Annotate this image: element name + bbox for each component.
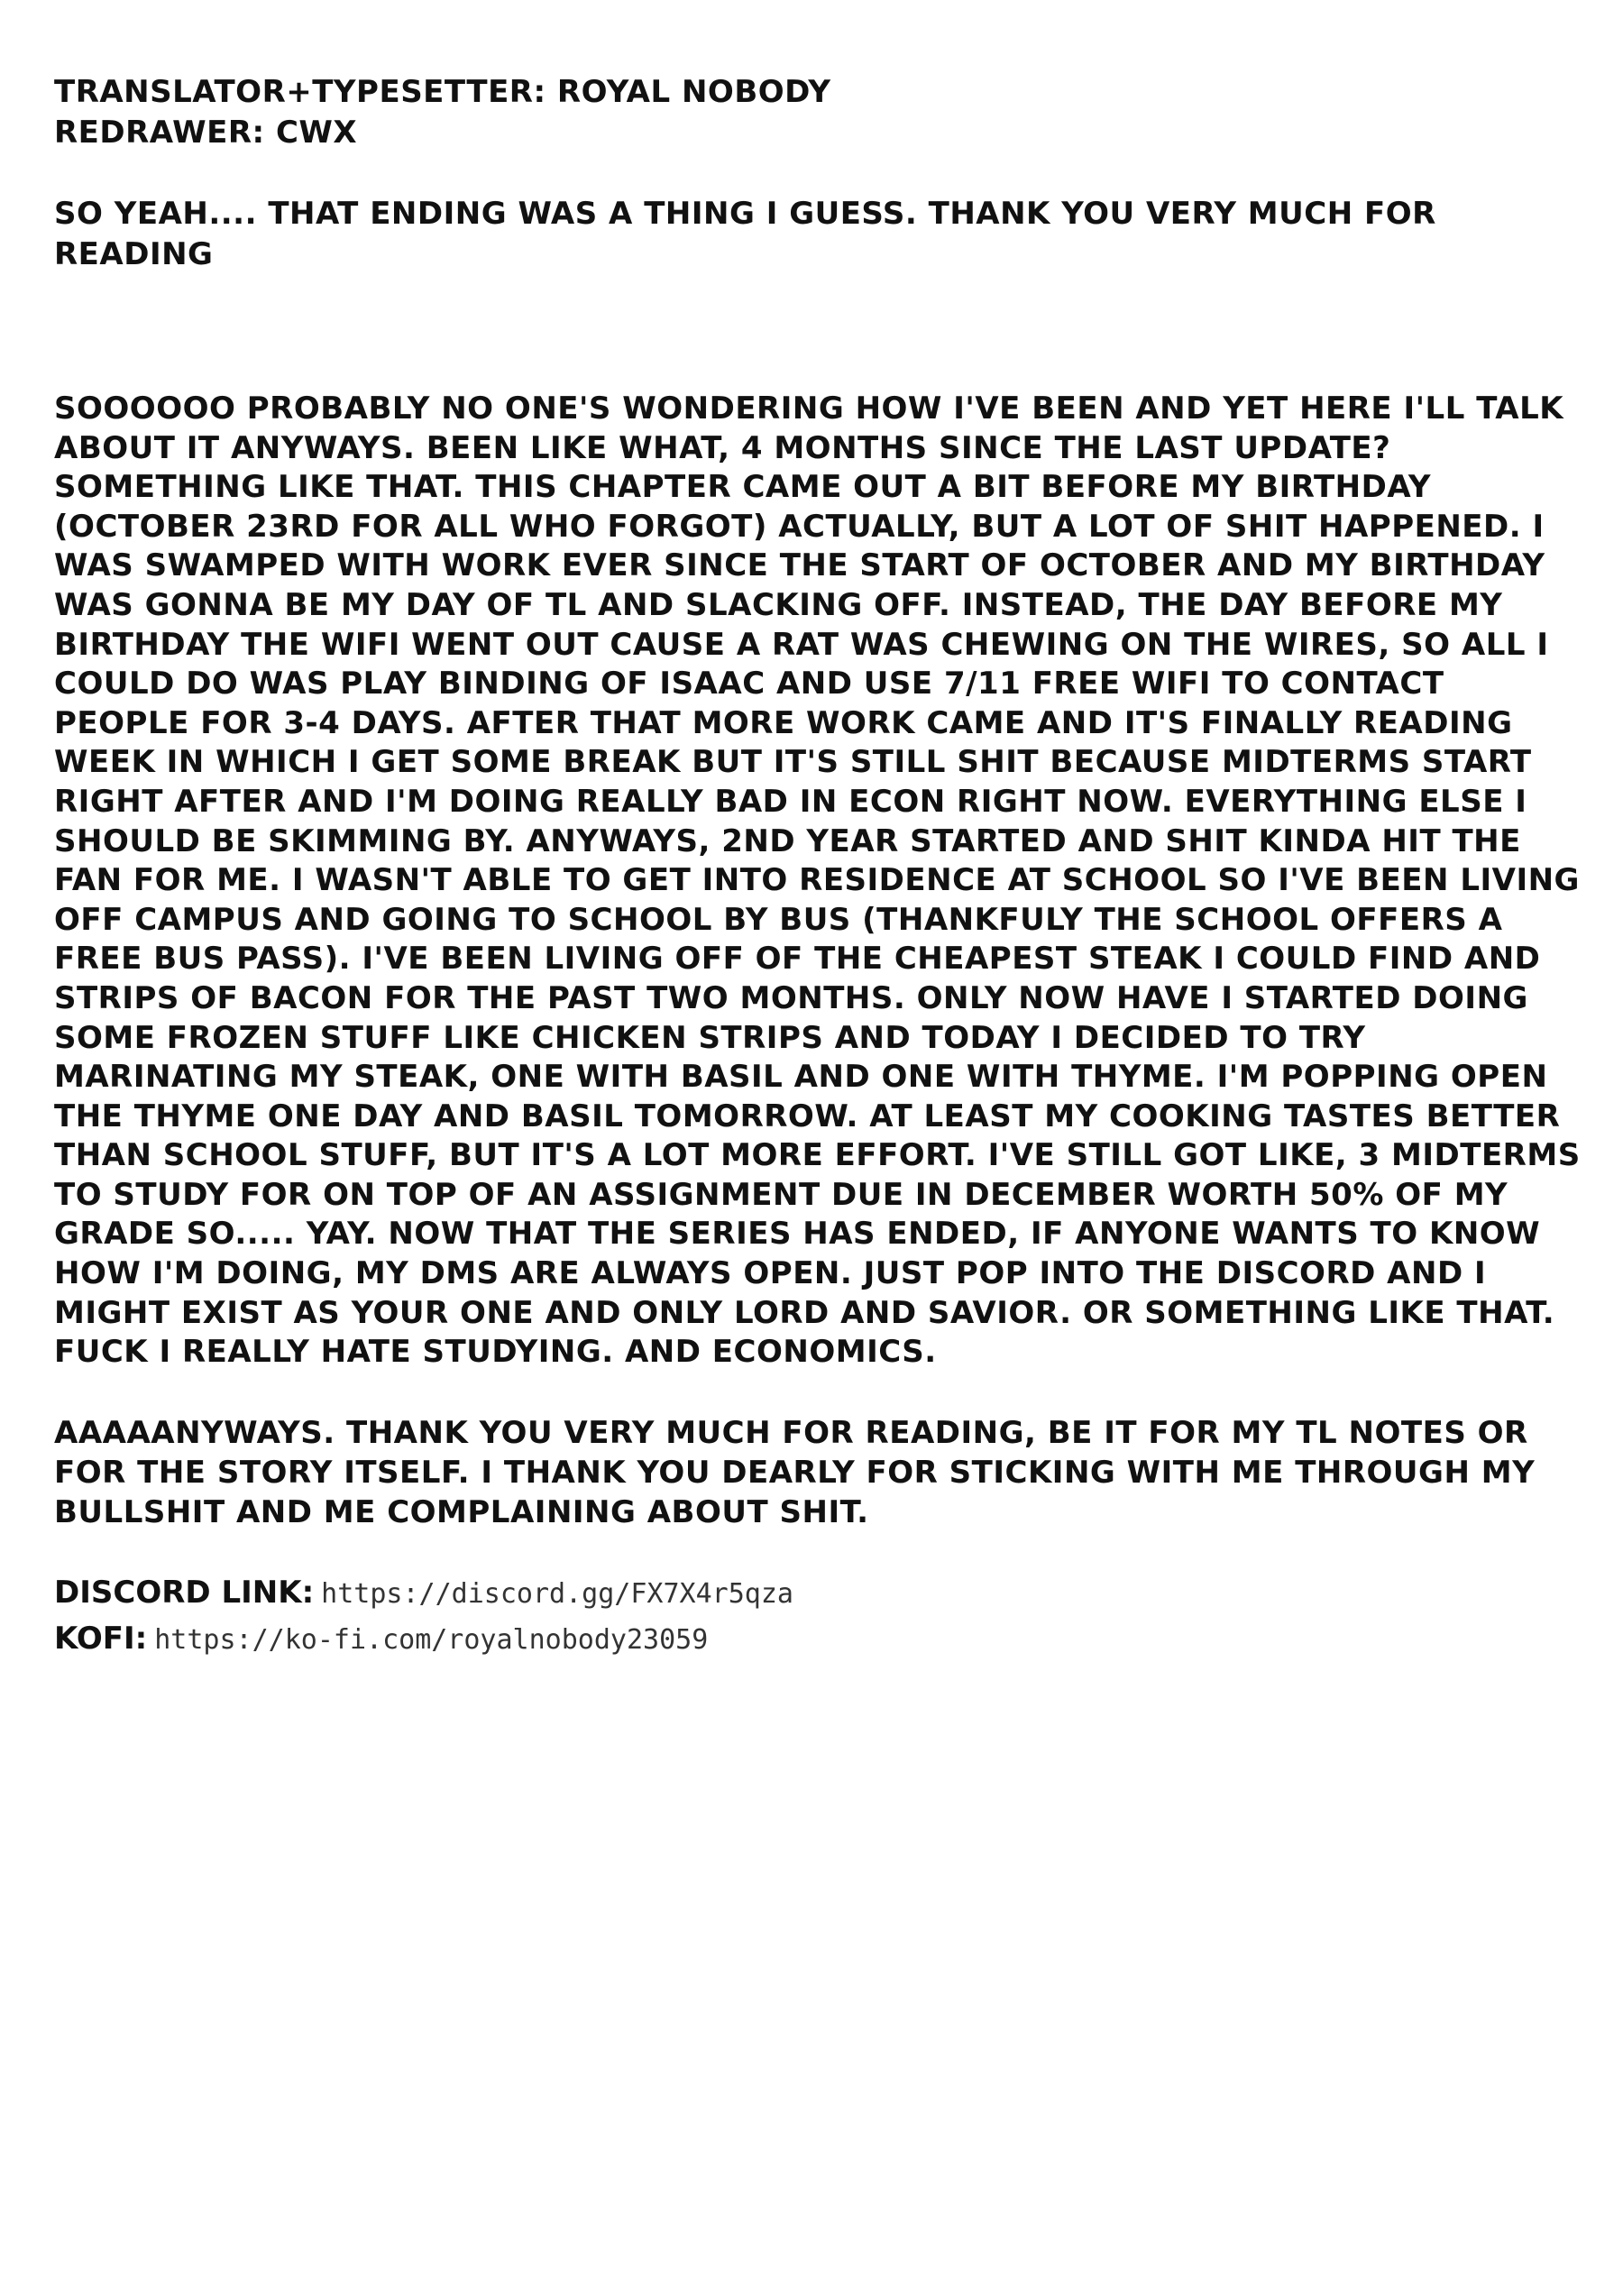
intro-text: SO YEAH.... THAT ENDING WAS A THING I GUESS. THANK YOU VERY MUCH FOR READING xyxy=(54,196,1436,272)
translator-credit: TRANSLATOR+TYPESETTER: ROYAL NOBODY xyxy=(54,74,831,110)
discord-row xyxy=(54,1573,1587,1619)
outro-text: AAAAANYWAYS. THANK YOU VERY MUCH FOR READING, BE IT FOR MY TL NOTES OR FOR THE STORY ITSELF. I THANK YOU DEARLY FOR STICKING WITH ME THROUGH MY BULLSHIT AND ME COMPLAINING ABOUT SHIT. xyxy=(54,1414,1536,1530)
credits-block xyxy=(54,72,1587,153)
kofi-label: KOFI: xyxy=(54,1620,148,1657)
links-block xyxy=(54,1573,1587,1665)
body-text: SOOOOOO PROBABLY NO ONE'S WONDERING HOW I'VE BEEN AND YET HERE I'LL TALK ABOUT IT ANYWAYS. BEEN LIKE WHAT, 4 MONTHS SINCE THE LAST UPDATE? SOMETHING LIKE THAT. THIS CHAPTER CAME OUT A BIT BEFORE MY BIRTHDAY (OCTOBER 23RD FOR ALL WHO FORGOT) ACTUALLY, BUT A LOT OF SHIT HAPPENED. I WAS SWAMPED WITH WORK EVER SINCE THE START OF OCTOBER AND MY BIRTHDAY WAS GONNA BE MY DAY OF TL AND SLACKING OFF. INSTEAD, THE DAY BEFORE MY BIRTHDAY THE WIFI WENT OUT CAUSE A RAT WAS CHEWING ON THE WIRES, SO ALL I COULD DO WAS PLAY BINDING OF ISAAC AND USE 7/11 FREE WIFI TO CONTACT PEOPLE FOR 3-4 DAYS. AFTER THAT MORE WORK CAME AND IT'S FINALLY READING WEEK IN WHICH I GET SOME BREAK BUT IT'S STILL SHIT BECAUSE MIDTERMS START RIGHT AFTER AND I'M DOING REALLY BAD IN ECON RIGHT NOW. EVERYTHING ELSE I SHOULD BE SKIMMING BY. ANYWAYS, 2ND YEAR STARTED AND SHIT KINDA HIT THE FAN FOR ME. I WASN'T ABLE TO GET INTO RESIDENCE AT SCHOOL SO I'VE BEEN LIVING OFF CAMPUS AND GOING TO SCHOOL BY BUS (THANKFULY THE SCHOOL OFFERS A FREE BUS PASS). I'VE BEEN LIVING OFF OF THE CHEAPEST STEAK I COULD FIND AND STRIPS OF BACON FOR THE PAST TWO MONTHS. ONLY NOW HAVE I STARTED DOING SOME FROZEN STUFF LIKE CHICKEN STRIPS AND TODAY I DECIDED TO TRY MARINATING MY STEAK, ONE WITH BASIL AND ONE WITH THYME. I'M POPPING OPEN THE THYME ONE DAY AND BASIL TOMORROW. AT LEAST MY COOKING TASTES BETTER THAN SCHOOL STUFF, BUT IT'S A LOT MORE EFFORT. I'VE STILL GOT LIKE, 3 MIDTERMS TO STUDY FOR ON TOP OF AN ASSIGNMENT DUE IN DECEMBER WORTH 50% OF MY GRADE SO..... YAY. NOW THAT THE SERIES HAS ENDED, IF ANYONE WANTS TO KNOW HOW I'M DOING, MY DMS ARE ALWAYS OPEN. JUST POP INTO THE DISCORD AND I MIGHT EXIST AS YOUR ONE AND ONLY LORD AND SAVIOR. OR SOMETHING LIKE THAT. FUCK I REALLY HATE STUDYING. AND ECONOMICS. xyxy=(54,390,1581,1371)
discord-link[interactable]: https://discord.gg/FX7X4r5qza xyxy=(321,1577,793,1610)
redrawer-credit: REDRAWER: CWX xyxy=(54,115,358,151)
translator-notes-page xyxy=(54,72,1587,1665)
kofi-row xyxy=(54,1619,1587,1665)
kofi-link[interactable]: https://ko-fi.com/royalnobody23059 xyxy=(154,1623,709,1656)
discord-label: DISCORD LINK: xyxy=(54,1574,315,1611)
